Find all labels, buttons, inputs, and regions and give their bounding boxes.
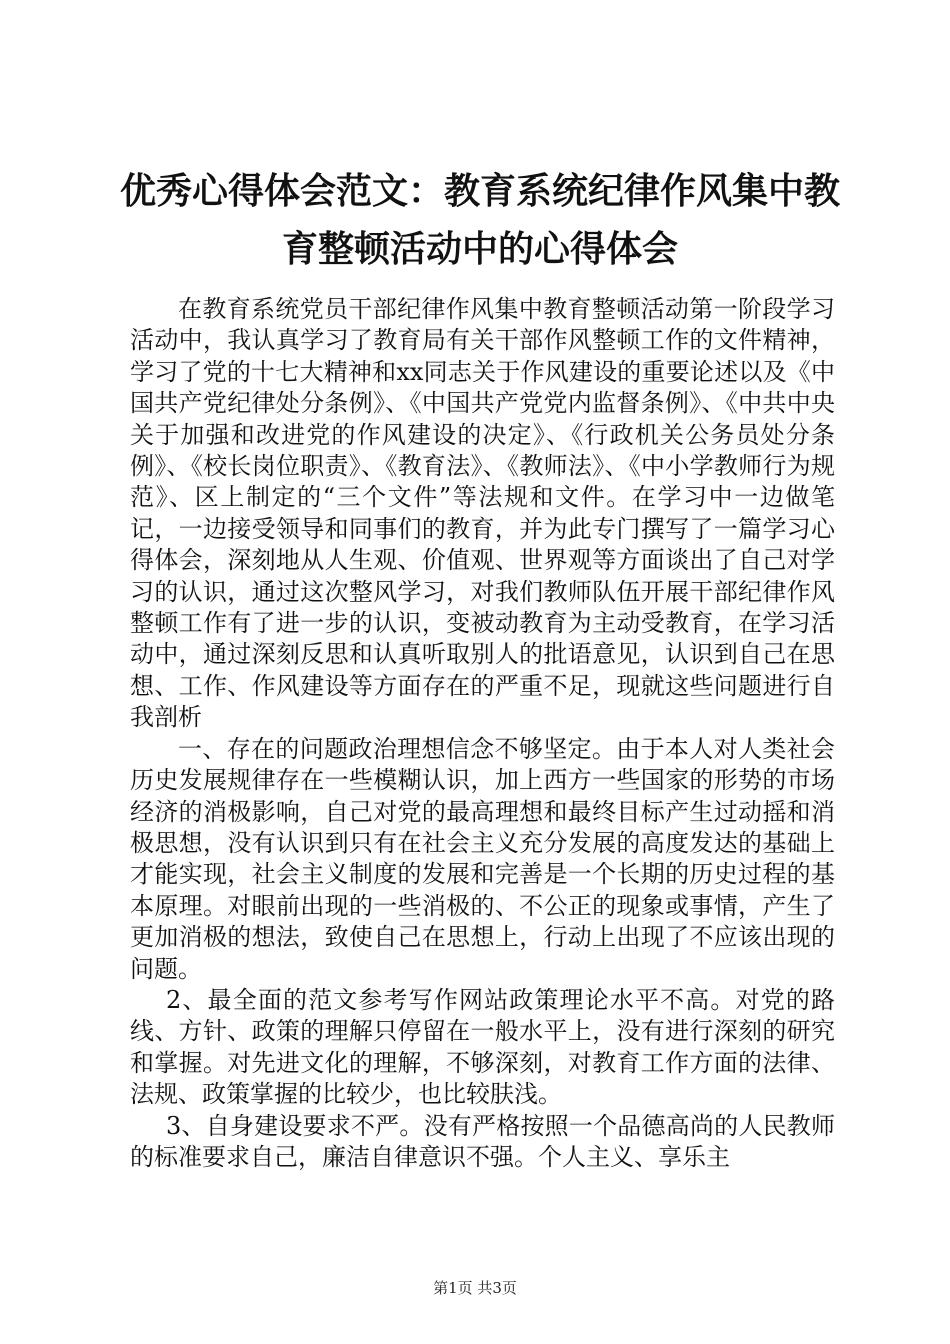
paragraph-intro: 在教育系统党员干部纪律作风集中教育整顿活动第一阶段学习活动中，我认真学习了教育局有关干部作风整顿工作的文件精神，学习了党的十七大精神和xx同志关于作风建设的重要论述以及《中国共产党纪律处分条例》、《中国共产党党内监督条例》、《中共中央关于加强和改进党的作风建设的决定》、《行政机关公务员处分条例》、《校长岗位职责》、《教育法》、《教师法》、《中小学教师行为规范》、区上制定的“三个文件”等法规和文件。在学习中一边做笔记，一边接受领导和同事们的教育，并为此专门撰写了一篇学习心得体会，深刻地从人生观、价值观、世界观等方面谈出了自己对学习的认识，通过这次整风学习，对我们教师队伍开展干部纪律作风整顿工作有了进一步的认识，变被动教育为主动受教育，在学习活动中，通过深刻反思和认真听取别人的批语意见，认识到自己在思想、工作、作风建设等方面存在的严重不足，现就这些问题进行自我剖析 [130, 295, 835, 732]
paragraph-problem-3: 3、自身建设要求不严。没有严格按照一个品德高尚的人民教师的标准要求自己，廉洁自律意识不强。个人主义、享乐主 [130, 1111, 835, 1171]
document-body [130, 294, 835, 1173]
paragraph-problem-2: 2、最全面的范文参考写作网站政策理论水平不高。对党的路线、方针、政策的理解只停留在一般水平上，没有进行深刻的研究和掌握。对先进文化的理解，不够深刻，对教育工作方面的法律、法规、政策掌握的比较少，也比较肤浅。 [130, 985, 835, 1109]
page-number-footer: 第1页 共3页 [433, 1279, 517, 1297]
paragraph-problem-1: 一、存在的问题政治理想信念不够坚定。由于本人对人类社会历史发展规律存在一些模糊认识，加上西方一些国家的形势的市场经济的消极影响，自己对党的最高理想和最终目标产生过动摇和消极思想，没有认识到只有在社会主义充分发展的高度发达的基础上才能实现，社会主义制度的发展和完善是一个长期的历史过程的基本原理。对眼前出现的一些消极的、不公正的现象或事情，产生了更加消极的想法，致使自己在思想上，行动上出现了不应该出现的问题。 [130, 734, 835, 983]
document-title: 优秀心得体会范文：教育系统纪律作风集中教育整顿活动中的心得体会 [119, 170, 840, 270]
